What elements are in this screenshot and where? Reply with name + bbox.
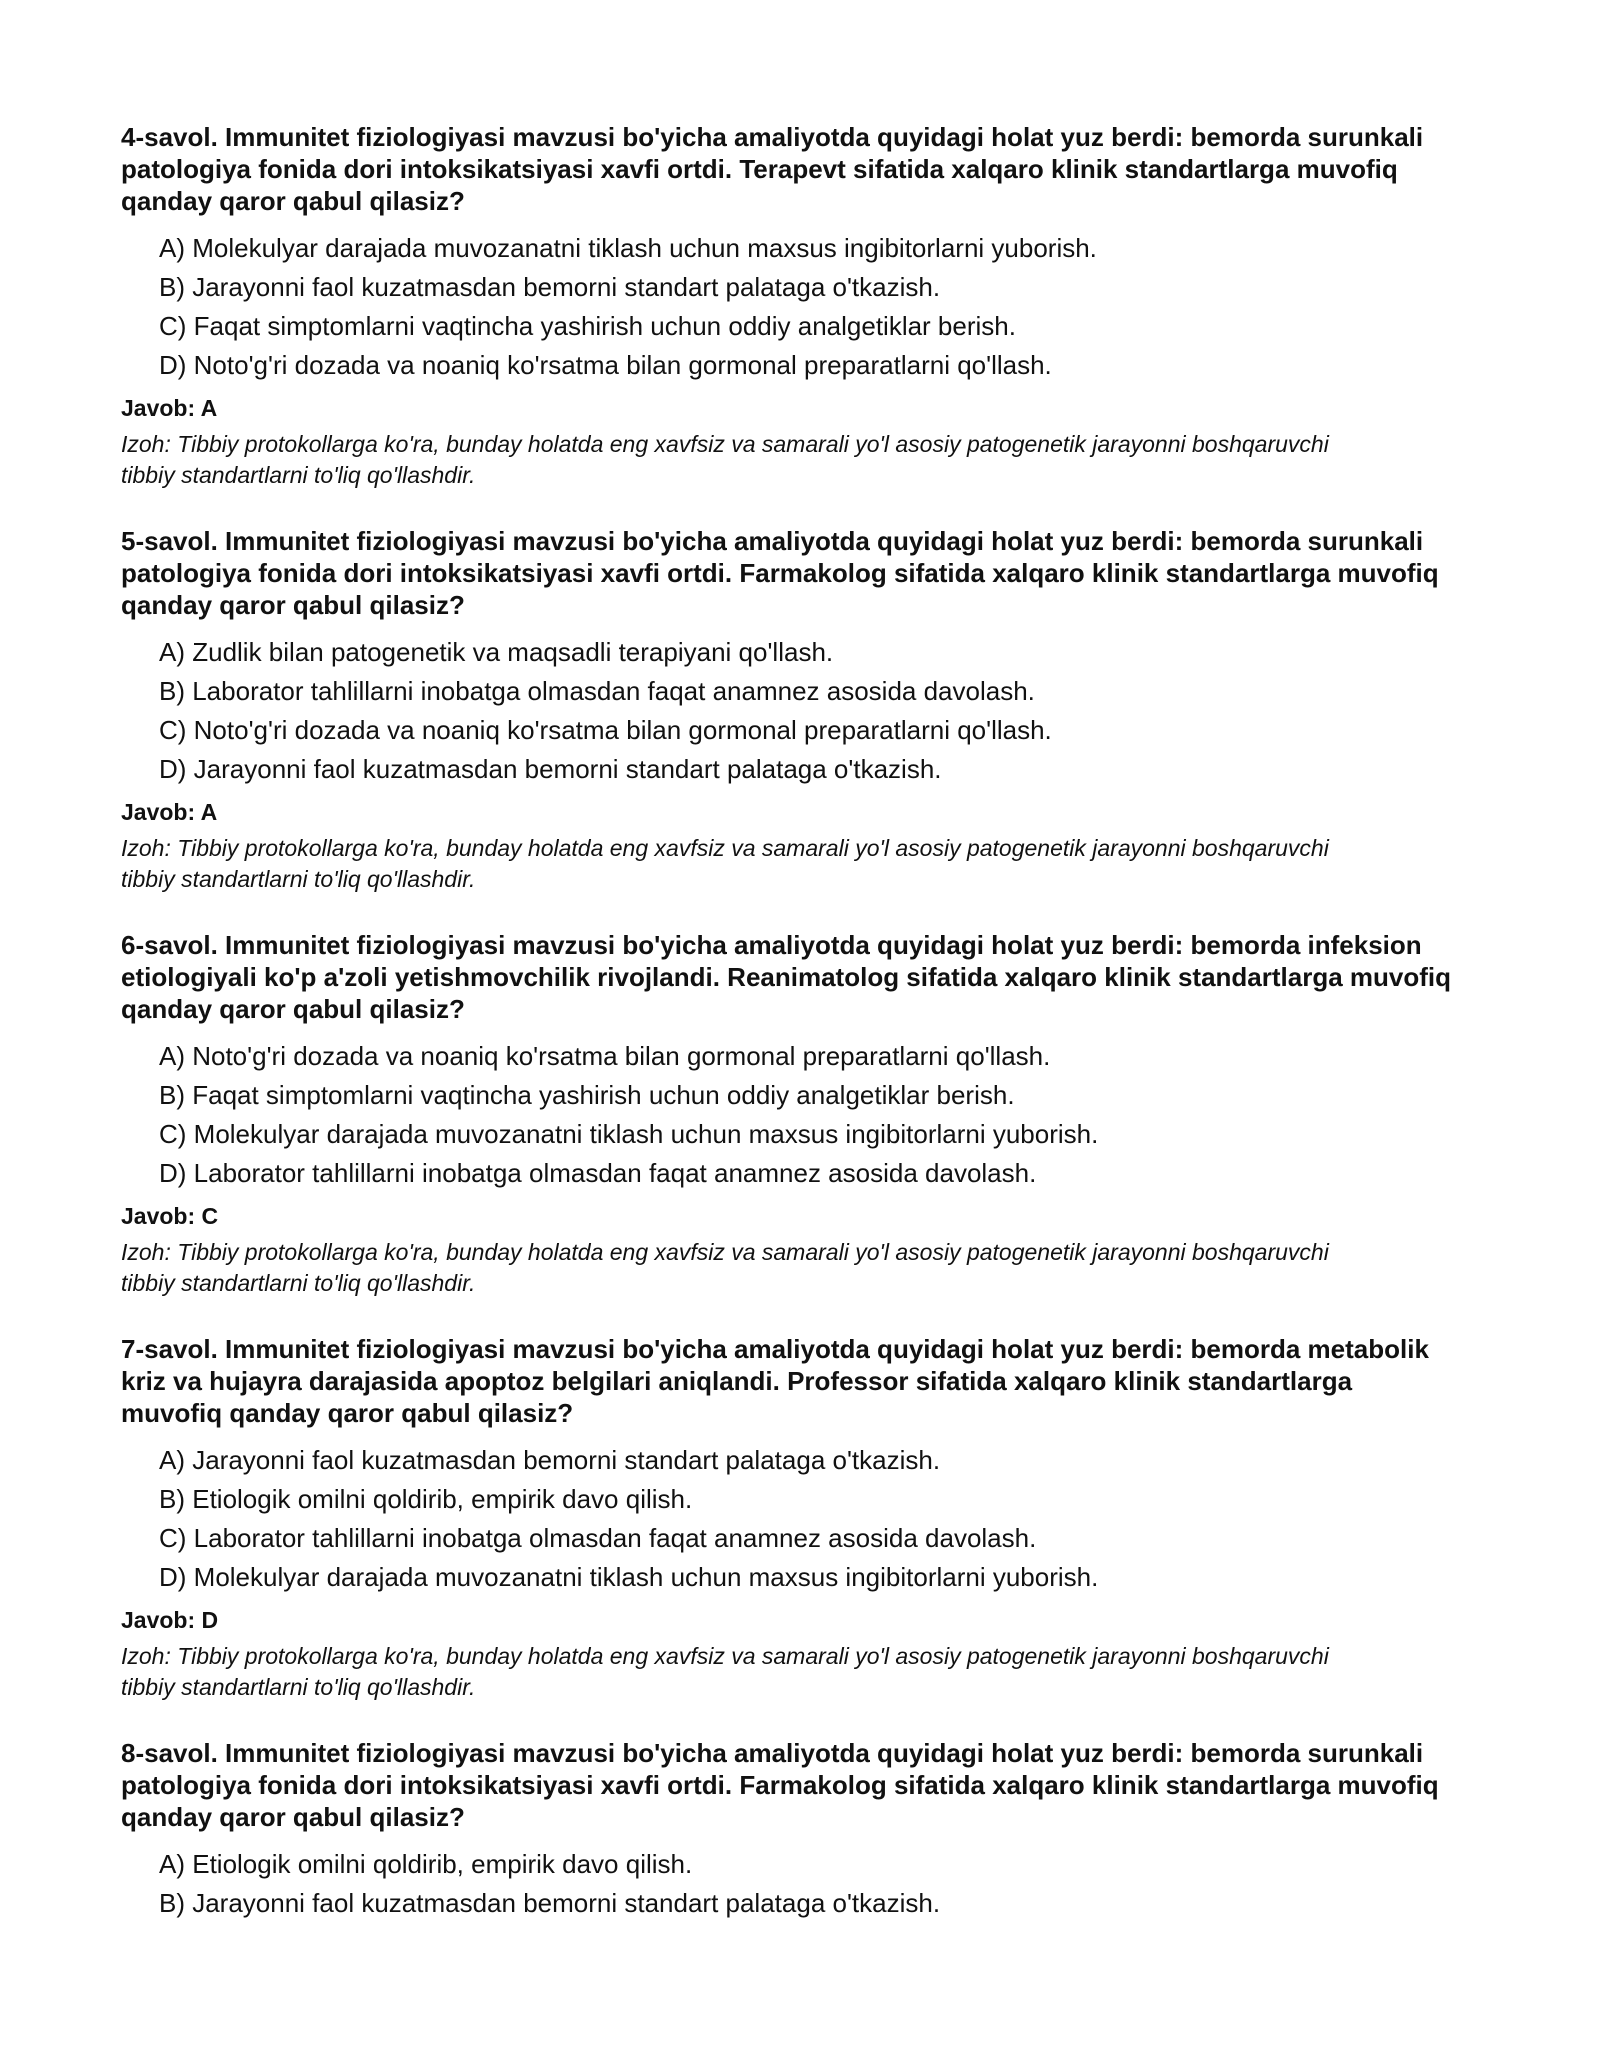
answer-line: Javob: A: [121, 799, 218, 825]
explanation-note: Izoh: Tibbiy protokollarga ko'ra, bunday holatda eng xavfsiz va samarali yo'l asosiy patogenetik jarayonni boshqaruvchi tibbiy standartlarni to'liq qo'llashdir.: [121, 1643, 1329, 1700]
question-block: [121, 121, 1451, 491]
answer-line: Javob: C: [121, 1203, 219, 1229]
document-page: [121, 121, 1451, 1957]
answer-line: Javob: D: [121, 1607, 219, 1633]
options-list: [121, 633, 1451, 789]
explanation-note: Izoh: Tibbiy protokollarga ko'ra, bunday holatda eng xavfsiz va samarali yo'l asosiy patogenetik jarayonni boshqaruvchi tibbiy standartlarni to'liq qo'llashdir.: [121, 1239, 1329, 1296]
question-block: [121, 1333, 1451, 1703]
option-c: C) Laborator tahlillarni inobatga olmasdan faqat anamnez asosida davolash.: [159, 1523, 1037, 1553]
option-c: C) Noto'g'ri dozada va noaniq ko'rsatma bilan gormonal preparatlarni qo'llash.: [159, 715, 1052, 745]
option-b: B) Faqat simptomlarni vaqtincha yashirish uchun oddiy analgetiklar berish.: [159, 1080, 1015, 1110]
explanation-note: Izoh: Tibbiy protokollarga ko'ra, bunday holatda eng xavfsiz va samarali yo'l asosiy patogenetik jarayonni boshqaruvchi tibbiy standartlarni to'liq qo'llashdir.: [121, 835, 1329, 892]
option-d: D) Molekulyar darajada muvozanatni tiklash uchun maxsus ingibitorlarni yuborish.: [159, 1562, 1099, 1592]
question-title: 6-savol. Immunitet fiziologiyasi mavzusi bo'yicha amaliyotda quyidagi holat yuz berdi: bemorda infeksion etiologiyali ko'p a'zoli yetishmovchilik rivojlandi. Reanimatolog sifatida xalqaro klinik standartlarga muvofiq qanday qaror qabul qilasiz?: [121, 930, 1452, 1024]
question-block: [121, 1737, 1451, 1923]
question-title: 4-savol. Immunitet fiziologiyasi mavzusi bo'yicha amaliyotda quyidagi holat yuz berdi: bemorda surunkali patologiya fonida dori intoksikatsiyasi xavfi ortdi. Terapevt sifatida xalqaro klinik standartlarga muvofiq qanday qaror qabul qilasiz?: [121, 122, 1424, 216]
options-list: [121, 1845, 1451, 1923]
option-d: D) Laborator tahlillarni inobatga olmasdan faqat anamnez asosida davolash.: [159, 1158, 1037, 1188]
options-list: [121, 1037, 1451, 1193]
question-block: [121, 525, 1451, 895]
option-c: C) Faqat simptomlarni vaqtincha yashirish uchun oddiy analgetiklar berish.: [159, 311, 1016, 341]
explanation-note: Izoh: Tibbiy protokollarga ko'ra, bunday holatda eng xavfsiz va samarali yo'l asosiy patogenetik jarayonni boshqaruvchi tibbiy standartlarni to'liq qo'llashdir.: [121, 431, 1329, 488]
question-block: [121, 929, 1451, 1299]
option-a: A) Etiologik omilni qoldirib, empirik davo qilish.: [159, 1849, 693, 1879]
option-a: A) Jarayonni faol kuzatmasdan bemorni standart palataga o'tkazish.: [159, 1445, 941, 1475]
option-a: A) Zudlik bilan patogenetik va maqsadli terapiyani qo'llash.: [159, 637, 834, 667]
question-title: 5-savol. Immunitet fiziologiyasi mavzusi bo'yicha amaliyotda quyidagi holat yuz berdi: bemorda surunkali patologiya fonida dori intoksikatsiyasi xavfi ortdi. Farmakolog sifatida xalqaro klinik standartlarga muvofiq qanday qaror qabul qilasiz?: [121, 526, 1439, 620]
answer-line: Javob: A: [121, 395, 218, 421]
option-b: B) Etiologik omilni qoldirib, empirik davo qilish.: [159, 1484, 693, 1514]
option-b: B) Laborator tahlillarni inobatga olmasdan faqat anamnez asosida davolash.: [159, 676, 1035, 706]
question-title: 8-savol. Immunitet fiziologiyasi mavzusi bo'yicha amaliyotda quyidagi holat yuz berdi: bemorda surunkali patologiya fonida dori intoksikatsiyasi xavfi ortdi. Farmakolog sifatida xalqaro klinik standartlarga muvofiq qanday qaror qabul qilasiz?: [121, 1738, 1439, 1832]
option-a: A) Noto'g'ri dozada va noaniq ko'rsatma bilan gormonal preparatlarni qo'llash.: [159, 1041, 1051, 1071]
option-d: D) Jarayonni faol kuzatmasdan bemorni standart palataga o'tkazish.: [159, 754, 942, 784]
question-title: 7-savol. Immunitet fiziologiyasi mavzusi bo'yicha amaliyotda quyidagi holat yuz berdi: bemorda metabolik kriz va hujayra darajasida apoptoz belgilari aniqlandi. Professor sifatida xalqaro klinik standartlarga muvofiq qanday qaror qabul qilasiz?: [121, 1334, 1429, 1428]
option-b: B) Jarayonni faol kuzatmasdan bemorni standart palataga o'tkazish.: [159, 1888, 941, 1918]
option-c: C) Molekulyar darajada muvozanatni tiklash uchun maxsus ingibitorlarni yuborish.: [159, 1119, 1099, 1149]
option-d: D) Noto'g'ri dozada va noaniq ko'rsatma bilan gormonal preparatlarni qo'llash.: [159, 350, 1052, 380]
option-b: B) Jarayonni faol kuzatmasdan bemorni standart palataga o'tkazish.: [159, 272, 941, 302]
options-list: [121, 229, 1451, 385]
options-list: [121, 1441, 1451, 1597]
option-a: A) Molekulyar darajada muvozanatni tiklash uchun maxsus ingibitorlarni yuborish.: [159, 233, 1097, 263]
